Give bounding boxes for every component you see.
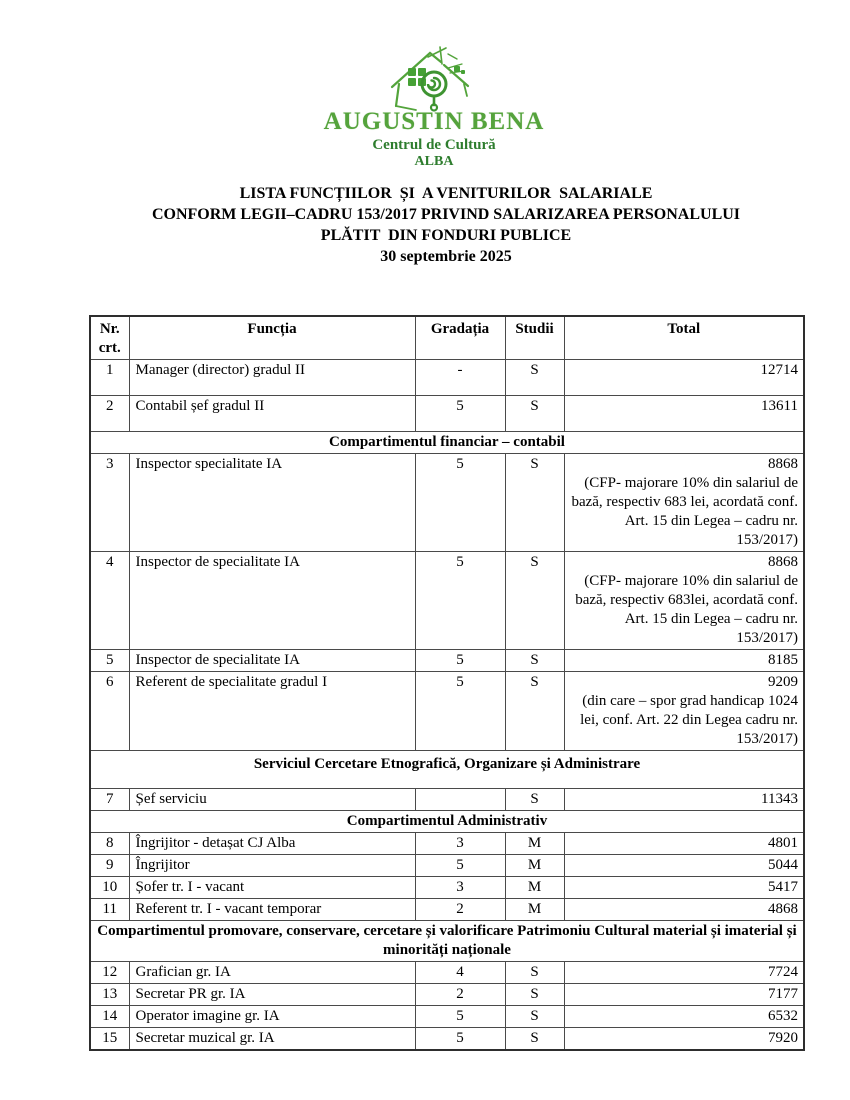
cell-studii: S bbox=[505, 396, 564, 432]
table-row bbox=[90, 855, 804, 877]
cell-studii: M bbox=[505, 833, 564, 855]
cell-nr: 4 bbox=[90, 552, 129, 650]
title-line-1: LISTA FUNCȚIILOR ȘI A VENITURILOR SALARIALE bbox=[239, 185, 653, 202]
section-label: Compartimentul financiar – contabil bbox=[90, 432, 804, 454]
cell-functia: Contabil șef gradul II bbox=[129, 396, 415, 432]
cell-functia: Inspector de specialitate IA bbox=[129, 552, 415, 650]
table-row bbox=[90, 1006, 804, 1028]
total-note: (CFP- majorare 10% din salariul de bază, respectiv 683 lei, acordată conf. Art. 15 din Legea – cadru nr. 153/2017) bbox=[571, 475, 798, 548]
total-value: 13611 bbox=[761, 398, 798, 414]
header-total: Total bbox=[564, 316, 804, 360]
org-subtitle: Centrul de Cultură bbox=[372, 137, 496, 153]
total-value: 6532 bbox=[768, 1008, 798, 1024]
cell-nr: 2 bbox=[90, 396, 129, 432]
cell-gradatia: 5 bbox=[415, 855, 505, 877]
table-row bbox=[90, 360, 804, 396]
header-functia: Funcția bbox=[129, 316, 415, 360]
title-line-4: 30 septembrie 2025 bbox=[380, 248, 512, 265]
org-region: ALBA bbox=[414, 154, 454, 169]
total-value: 4868 bbox=[768, 901, 798, 917]
cell-studii: S bbox=[505, 454, 564, 552]
cell-functia: Inspector specialitate IA bbox=[129, 454, 415, 552]
table-row bbox=[90, 877, 804, 899]
salary-table bbox=[89, 315, 805, 1051]
cell-total bbox=[564, 454, 804, 552]
cell-nr: 12 bbox=[90, 962, 129, 984]
total-value: 8868 bbox=[768, 456, 798, 472]
cell-studii: S bbox=[505, 1028, 564, 1051]
cell-functia: Șofer tr. I - vacant bbox=[129, 877, 415, 899]
cell-functia: Inspector de specialitate IA bbox=[129, 650, 415, 672]
salary-table-body bbox=[90, 360, 804, 1051]
cell-functia: Îngrijitor - detașat CJ Alba bbox=[129, 833, 415, 855]
total-value: 8185 bbox=[768, 652, 798, 668]
table-row bbox=[90, 672, 804, 751]
cell-total bbox=[564, 672, 804, 751]
cell-gradatia: 3 bbox=[415, 833, 505, 855]
table-row bbox=[90, 962, 804, 984]
section-row bbox=[90, 811, 804, 833]
cell-total bbox=[564, 360, 804, 396]
salary-table-wrapper bbox=[89, 315, 803, 1051]
total-value: 8868 bbox=[768, 554, 798, 570]
header-row bbox=[90, 316, 804, 360]
total-value: 5044 bbox=[768, 857, 798, 873]
cell-studii: S bbox=[505, 962, 564, 984]
table-row bbox=[90, 454, 804, 552]
cell-nr: 13 bbox=[90, 984, 129, 1006]
cell-studii: M bbox=[505, 899, 564, 921]
cell-gradatia: 2 bbox=[415, 984, 505, 1006]
cell-functia: Îngrijitor bbox=[129, 855, 415, 877]
cell-functia: Manager (director) gradul II bbox=[129, 360, 415, 396]
document-title bbox=[89, 183, 803, 267]
section-row bbox=[90, 921, 804, 962]
cell-total bbox=[564, 962, 804, 984]
logo bbox=[89, 44, 803, 170]
cell-gradatia: 5 bbox=[415, 650, 505, 672]
cell-total bbox=[564, 855, 804, 877]
cell-total bbox=[564, 899, 804, 921]
cell-functia: Secretar muzical gr. IA bbox=[129, 1028, 415, 1051]
total-value: 7724 bbox=[768, 964, 798, 980]
total-note: (CFP- majorare 10% din salariul de bază, respectiv 683lei, acordată conf. Art. 15 din Legea – cadru nr. 153/2017) bbox=[575, 573, 798, 646]
cell-total bbox=[564, 984, 804, 1006]
total-value: 7177 bbox=[768, 986, 798, 1002]
cell-studii: M bbox=[505, 855, 564, 877]
total-value: 11343 bbox=[761, 791, 798, 807]
total-value: 7920 bbox=[768, 1030, 798, 1046]
cell-gradatia: 5 bbox=[415, 454, 505, 552]
cell-nr: 14 bbox=[90, 1006, 129, 1028]
cell-nr: 15 bbox=[90, 1028, 129, 1051]
cell-total bbox=[564, 833, 804, 855]
cell-nr: 5 bbox=[90, 650, 129, 672]
section-row bbox=[90, 432, 804, 454]
table-row bbox=[90, 833, 804, 855]
cell-studii: M bbox=[505, 877, 564, 899]
cell-gradatia: 5 bbox=[415, 396, 505, 432]
table-row bbox=[90, 789, 804, 811]
cell-nr: 6 bbox=[90, 672, 129, 751]
cell-nr: 1 bbox=[90, 360, 129, 396]
cell-studii: S bbox=[505, 984, 564, 1006]
table-row bbox=[90, 552, 804, 650]
cell-functia: Șef serviciu bbox=[129, 789, 415, 811]
table-row bbox=[90, 650, 804, 672]
total-note: (din care – spor grad handicap 1024 lei, conf. Art. 22 din Legea cadru nr. 153/2017) bbox=[580, 693, 798, 747]
total-value: 4801 bbox=[768, 835, 798, 851]
cell-functia: Referent de specialitate gradul I bbox=[129, 672, 415, 751]
table-row bbox=[90, 396, 804, 432]
salary-table-head bbox=[90, 316, 804, 360]
cell-total bbox=[564, 1006, 804, 1028]
cell-nr: 9 bbox=[90, 855, 129, 877]
table-row bbox=[90, 1028, 804, 1051]
cell-nr: 7 bbox=[90, 789, 129, 811]
section-label: Serviciul Cercetare Etnografică, Organizare și Administrare bbox=[90, 751, 804, 789]
cell-nr: 11 bbox=[90, 899, 129, 921]
cell-gradatia: 3 bbox=[415, 877, 505, 899]
cell-gradatia: 2 bbox=[415, 899, 505, 921]
cell-gradatia: - bbox=[415, 360, 505, 396]
org-name: AUGUSTIN BENA bbox=[323, 108, 545, 135]
cell-total bbox=[564, 650, 804, 672]
total-value: 5417 bbox=[768, 879, 798, 895]
cell-studii: S bbox=[505, 789, 564, 811]
cell-total bbox=[564, 1028, 804, 1051]
cell-nr: 10 bbox=[90, 877, 129, 899]
section-label: Compartimentul Administrativ bbox=[90, 811, 804, 833]
cell-gradatia: 5 bbox=[415, 552, 505, 650]
cell-functia: Referent tr. I - vacant temporar bbox=[129, 899, 415, 921]
title-line-3: PLĂTIT DIN FONDURI PUBLICE bbox=[320, 227, 572, 244]
cell-studii: S bbox=[505, 360, 564, 396]
cell-total bbox=[564, 552, 804, 650]
cell-gradatia: 5 bbox=[415, 672, 505, 751]
cell-total bbox=[564, 396, 804, 432]
header-gradatia: Gradația bbox=[415, 316, 505, 360]
title-line-2: CONFORM LEGII–CADRU 153/2017 PRIVIND SALARIZAREA PERSONALULUI bbox=[151, 206, 741, 223]
cell-studii: S bbox=[505, 552, 564, 650]
cell-functia: Operator imagine gr. IA bbox=[129, 1006, 415, 1028]
cell-total bbox=[564, 789, 804, 811]
cell-studii: S bbox=[505, 650, 564, 672]
header-studii: Studii bbox=[505, 316, 564, 360]
total-value: 12714 bbox=[760, 362, 798, 378]
house-music-note-icon bbox=[378, 44, 490, 112]
header-nr: Nr. crt. bbox=[90, 316, 129, 360]
cell-functia: Grafician gr. IA bbox=[129, 962, 415, 984]
cell-gradatia: 5 bbox=[415, 1006, 505, 1028]
cell-nr: 8 bbox=[90, 833, 129, 855]
table-row bbox=[90, 984, 804, 1006]
cell-gradatia: 5 bbox=[415, 1028, 505, 1051]
table-row bbox=[90, 899, 804, 921]
cell-gradatia bbox=[415, 789, 505, 811]
cell-total bbox=[564, 877, 804, 899]
cell-studii: S bbox=[505, 1006, 564, 1028]
section-row bbox=[90, 751, 804, 789]
cell-gradatia: 4 bbox=[415, 962, 505, 984]
cell-studii: S bbox=[505, 672, 564, 751]
cell-functia: Secretar PR gr. IA bbox=[129, 984, 415, 1006]
section-label: Compartimentul promovare, conservare, cercetare și valorificare Patrimoniu Cultural material și imaterial și minorități naționale bbox=[90, 921, 804, 962]
cell-nr: 3 bbox=[90, 454, 129, 552]
total-value: 9209 bbox=[768, 674, 798, 690]
